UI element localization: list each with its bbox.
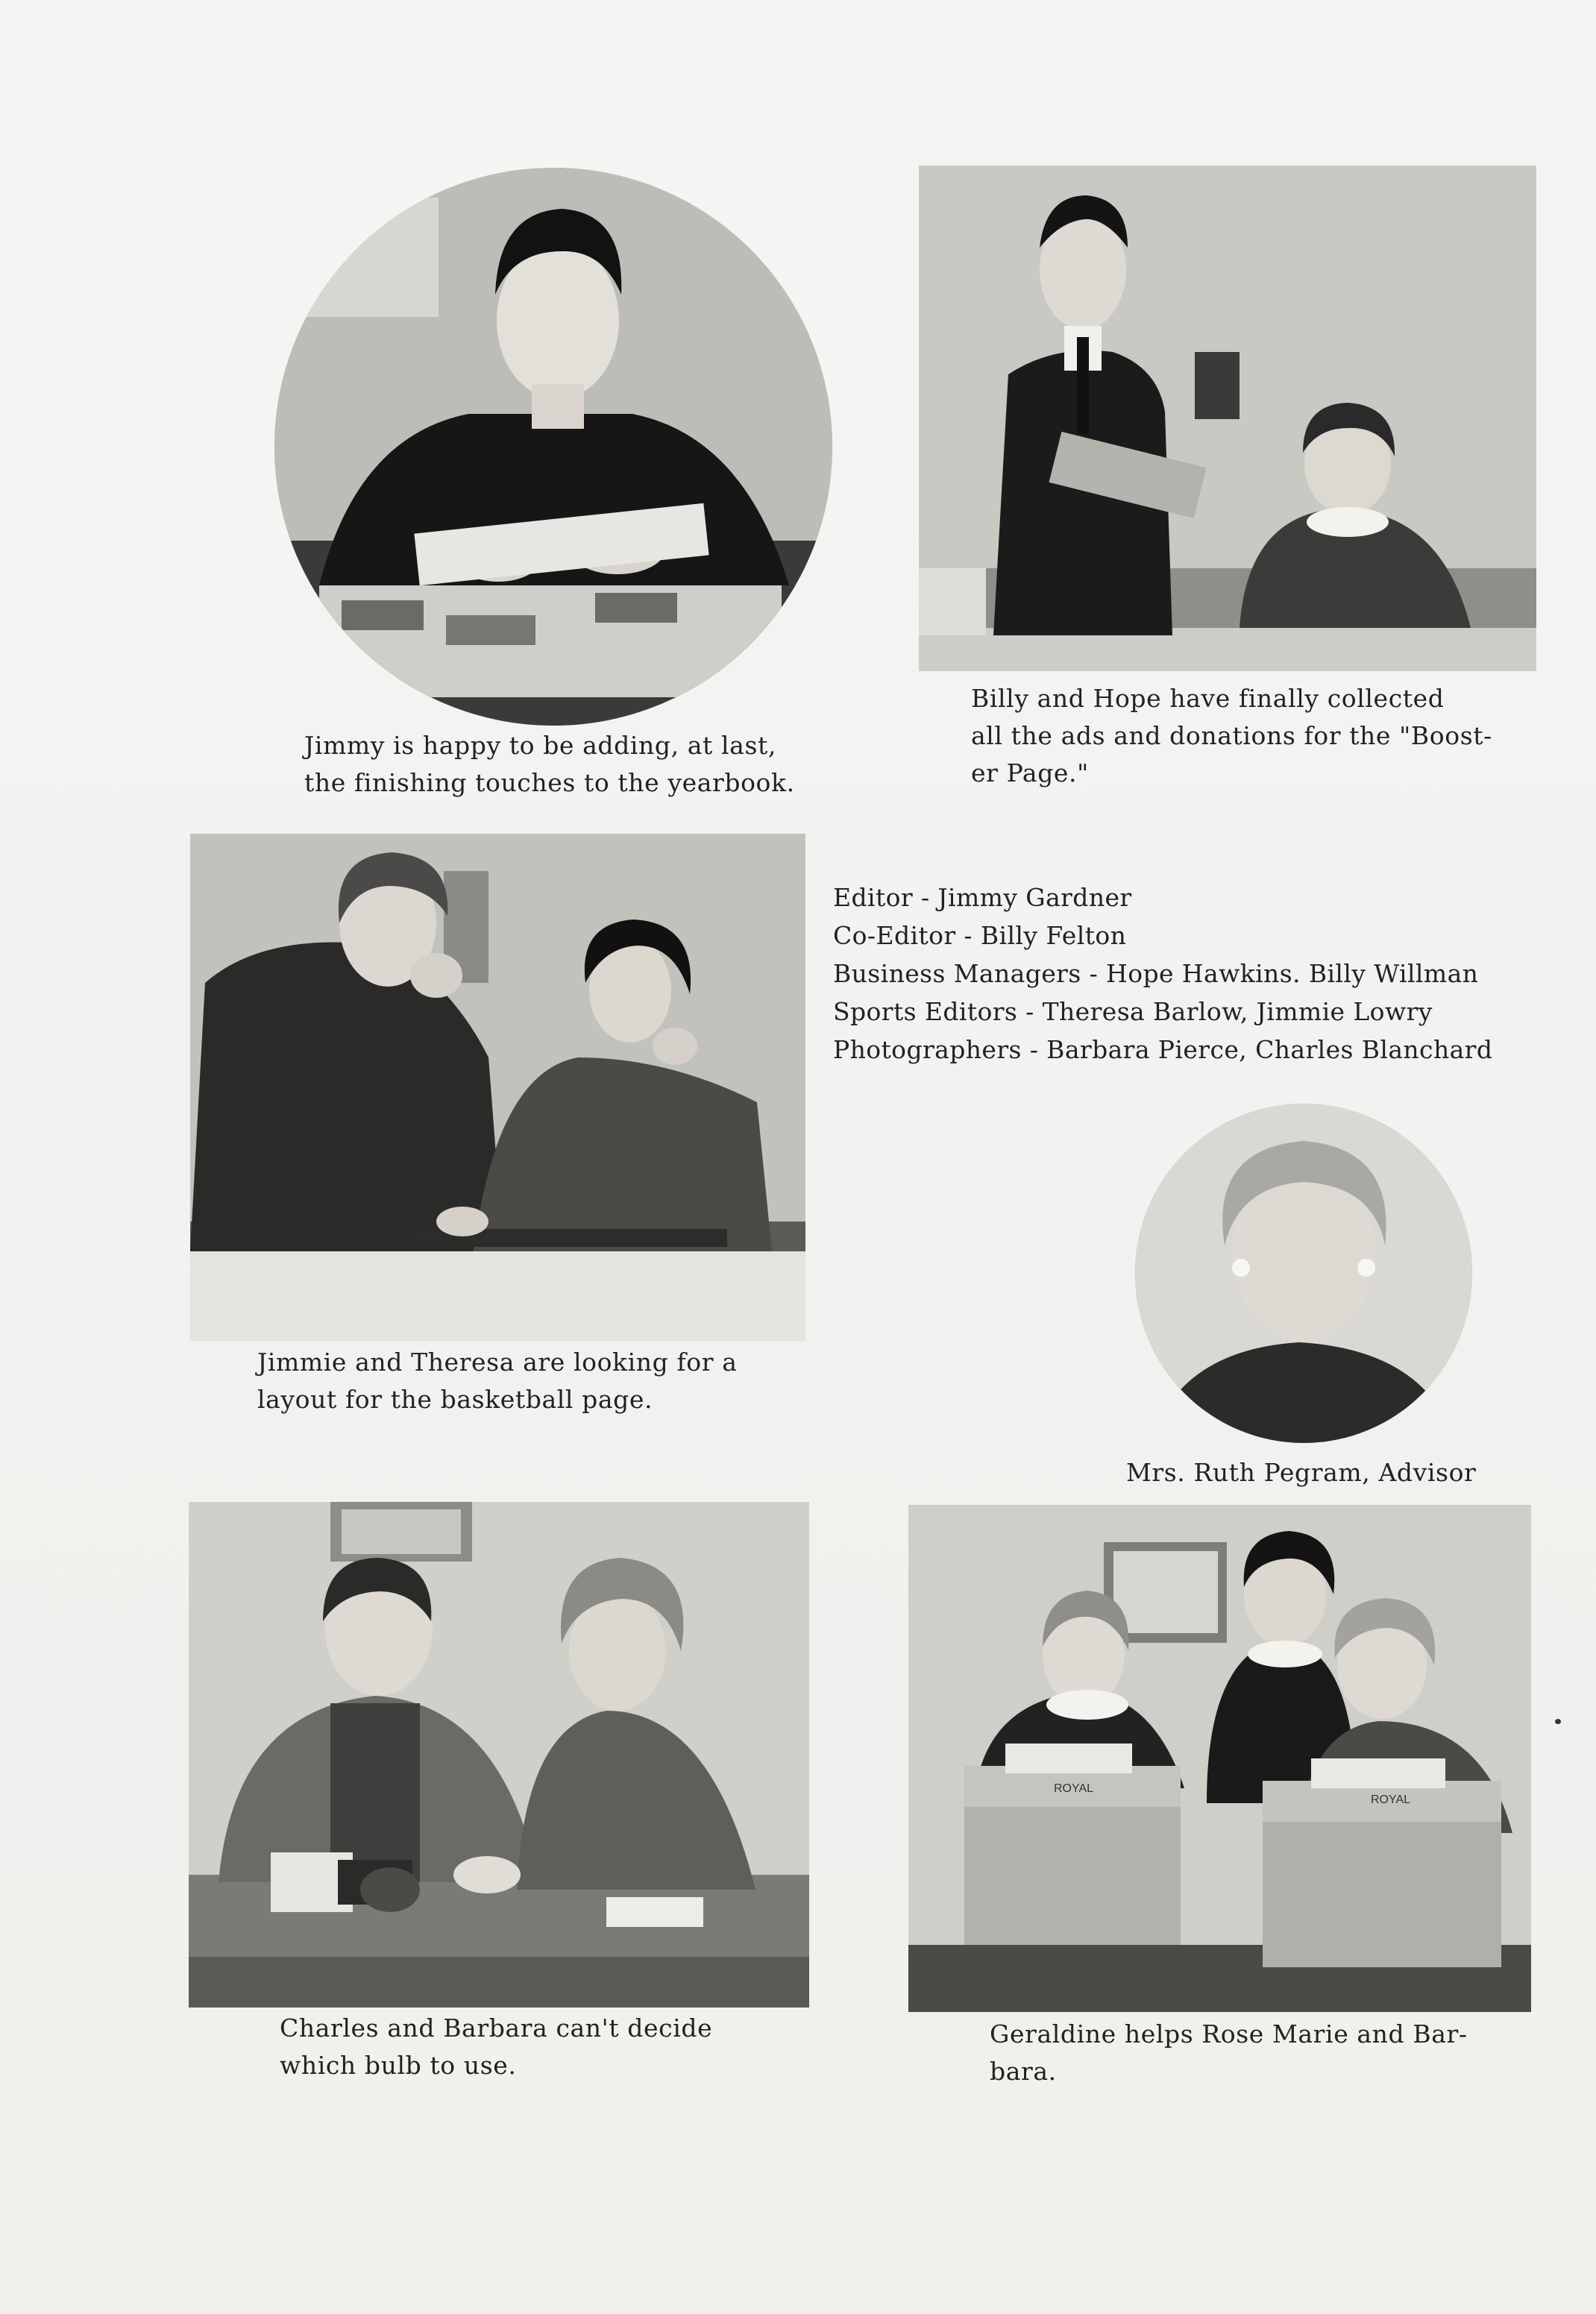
photo-typists <box>908 1505 1531 2012</box>
photo-charles-barbara <box>189 1502 809 2008</box>
caption-advisor: Mrs. Ruth Pegram, Advisor <box>1126 1458 1477 1487</box>
staff-photographers: Photographers - Barbara Pierce, Charles Blanchard <box>833 1035 1493 1064</box>
photo-jimmie-theresa <box>190 834 805 1341</box>
staff-list <box>833 878 1586 1069</box>
photo-advisor <box>1135 1104 1472 1443</box>
photo-jimmy <box>274 168 832 726</box>
photo-billy-hope <box>919 166 1536 671</box>
caption-jimmy: Jimmy is happy to be adding, at last, the finishing touches to the yearbook. <box>304 731 795 797</box>
typewriter-brand-left: ROYAL <box>1054 1782 1094 1795</box>
staff-editor: Editor - Jimmy Gardner <box>833 883 1132 912</box>
caption-charles-barbara: Charles and Barbara can't decide which bulb to use. <box>280 2013 713 2080</box>
typewriter-brand-right: ROYAL <box>1371 1793 1411 1806</box>
staff-co-editor: Co-Editor - Billy Felton <box>833 921 1127 950</box>
caption-typists: Geraldine helps Rose Marie and Bar- bara. <box>990 2019 1468 2086</box>
staff-sports-editors: Sports Editors - Theresa Barlow, Jimmie Lowry <box>833 997 1433 1026</box>
staff-business-managers: Business Managers - Hope Hawkins. Billy Willman <box>833 959 1479 988</box>
page-speck <box>1555 1719 1561 1724</box>
caption-jimmie-theresa: Jimmie and Theresa are looking for a layout for the basketball page. <box>257 1348 738 1414</box>
caption-billy-hope: Billy and Hope have finally collected all the ads and donations for the "Boost- er Page." <box>971 684 1492 787</box>
